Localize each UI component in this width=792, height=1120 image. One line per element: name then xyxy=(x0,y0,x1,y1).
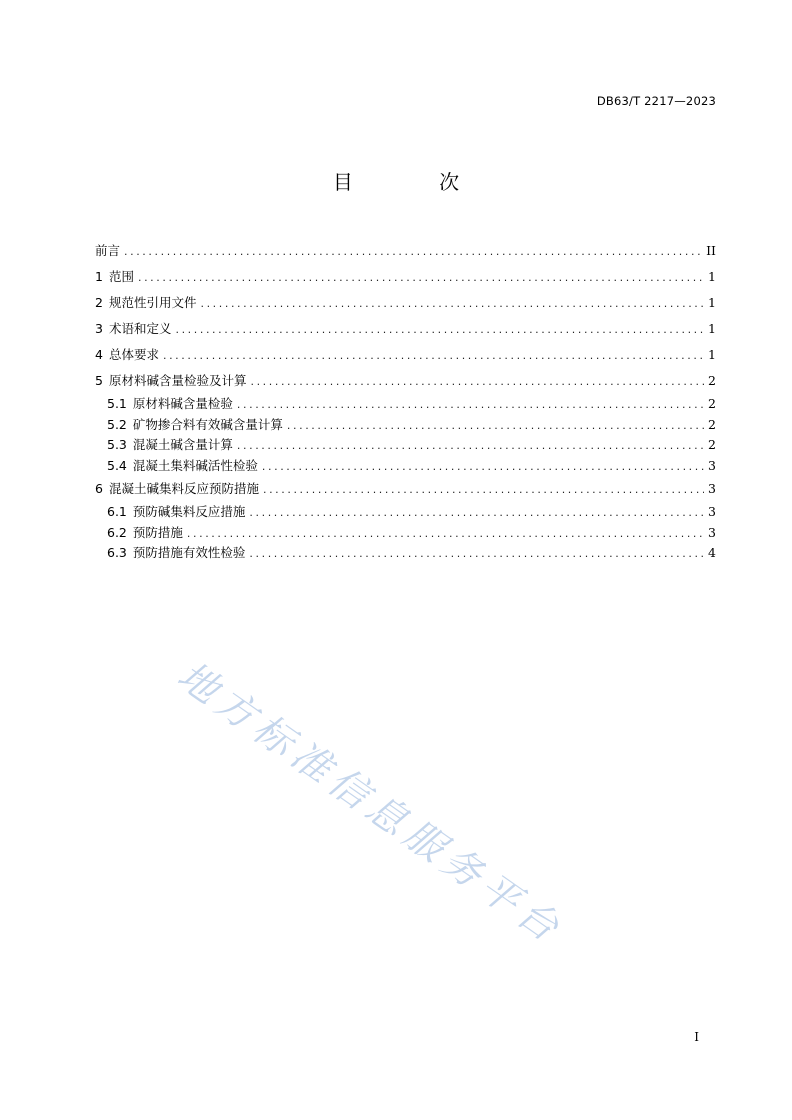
toc-entry-page: 1 xyxy=(708,295,716,310)
toc-entry-5-2[interactable] xyxy=(95,415,716,436)
toc-leader-dots xyxy=(249,544,704,565)
toc-entry-number: 6.3 xyxy=(107,545,127,560)
document-code: DB63/T 2217—2023 xyxy=(596,94,716,108)
toc-leader-dots xyxy=(175,317,704,343)
toc-entry-5-4[interactable] xyxy=(95,456,716,477)
toc-entry-number: 6.1 xyxy=(107,504,127,519)
toc-entry-page: 4 xyxy=(708,545,716,560)
page-title: 目 次 xyxy=(332,170,500,194)
toc-entry-label: 混凝土集料碱活性检验 xyxy=(132,457,258,473)
toc-leader-dots xyxy=(200,291,704,317)
toc-entry-2[interactable] xyxy=(95,290,716,316)
toc-entry-page: 1 xyxy=(708,347,716,362)
toc-leader-dots xyxy=(163,343,704,369)
toc-leader-dots xyxy=(237,395,704,416)
table-of-contents xyxy=(95,238,716,564)
toc-entry-4[interactable] xyxy=(95,342,716,368)
toc-entry-page: 3 xyxy=(708,481,716,496)
toc-entry-label: 混凝土碱含量计算 xyxy=(132,437,233,452)
toc-entry-label: 前言 xyxy=(95,243,121,258)
toc-entry-label: 预防碱集料反应措施 xyxy=(132,504,246,519)
toc-entry-label: 原材料碱含量检验 xyxy=(132,396,233,411)
watermark-text: 地方标准信息服务平台 xyxy=(169,653,572,955)
toc-entry-page: 2 xyxy=(708,416,716,432)
toc-entry-page: 3 xyxy=(708,504,716,519)
toc-leader-dots xyxy=(249,503,704,524)
toc-entry-label: 总体要求 xyxy=(108,347,159,362)
toc-leader-dots xyxy=(237,436,704,457)
toc-entry-6-2[interactable] xyxy=(95,523,716,544)
toc-entry-number: 5.4 xyxy=(107,457,127,473)
toc-entry-5[interactable] xyxy=(95,368,716,394)
toc-entry-number: 6 xyxy=(95,481,103,496)
toc-entry-label: 矿物掺合料有效碱含量计算 xyxy=(132,416,283,432)
toc-leader-dots xyxy=(138,265,704,291)
toc-entry-number: 1 xyxy=(95,269,103,284)
toc-entry-number: 2 xyxy=(95,295,103,310)
toc-entry-page: 2 xyxy=(708,437,716,452)
toc-entry-number: 3 xyxy=(95,321,103,336)
toc-entry-number: 5.3 xyxy=(107,437,127,452)
toc-entry-5-1[interactable] xyxy=(95,394,716,415)
toc-entry-number: 6.2 xyxy=(107,524,127,540)
toc-leader-dots xyxy=(262,457,704,478)
toc-entry-6-3[interactable] xyxy=(95,543,716,564)
toc-entry-5-3[interactable] xyxy=(95,435,716,456)
toc-entry-number: 5.2 xyxy=(107,416,127,432)
toc-entry-number: 5 xyxy=(95,373,103,388)
toc-leader-dots xyxy=(187,524,704,545)
toc-entry-page: 3 xyxy=(708,524,716,540)
toc-entry-number: 5.1 xyxy=(107,396,127,411)
toc-entry-foreword[interactable] xyxy=(95,238,716,264)
toc-entry-label: 范围 xyxy=(108,269,134,284)
toc-entry-number: 4 xyxy=(95,347,103,362)
toc-entry-page: 2 xyxy=(708,373,716,388)
toc-entry-page: 2 xyxy=(708,396,716,411)
toc-entry-label: 规范性引用文件 xyxy=(108,295,197,310)
toc-entry-page: 3 xyxy=(708,457,716,473)
toc-entry-3[interactable] xyxy=(95,316,716,342)
toc-entry-1[interactable] xyxy=(95,264,716,290)
toc-entry-6-1[interactable] xyxy=(95,502,716,523)
toc-entry-6[interactable] xyxy=(95,476,716,502)
toc-entry-label: 原材料碱含量检验及计算 xyxy=(108,373,247,388)
toc-entry-label: 预防措施有效性检验 xyxy=(132,545,246,560)
toc-leader-dots xyxy=(287,416,704,437)
page-number: I xyxy=(694,1030,699,1044)
toc-entry-label: 预防措施 xyxy=(132,524,183,540)
toc-leader-dots xyxy=(263,477,704,503)
toc-entry-page: 1 xyxy=(708,321,716,336)
toc-entry-page: 1 xyxy=(708,269,716,284)
toc-entry-page: II xyxy=(706,243,716,258)
toc-leader-dots xyxy=(124,239,702,265)
toc-entry-label: 混凝土碱集料反应预防措施 xyxy=(108,481,259,496)
toc-leader-dots xyxy=(250,369,704,395)
toc-entry-label: 术语和定义 xyxy=(108,321,172,336)
